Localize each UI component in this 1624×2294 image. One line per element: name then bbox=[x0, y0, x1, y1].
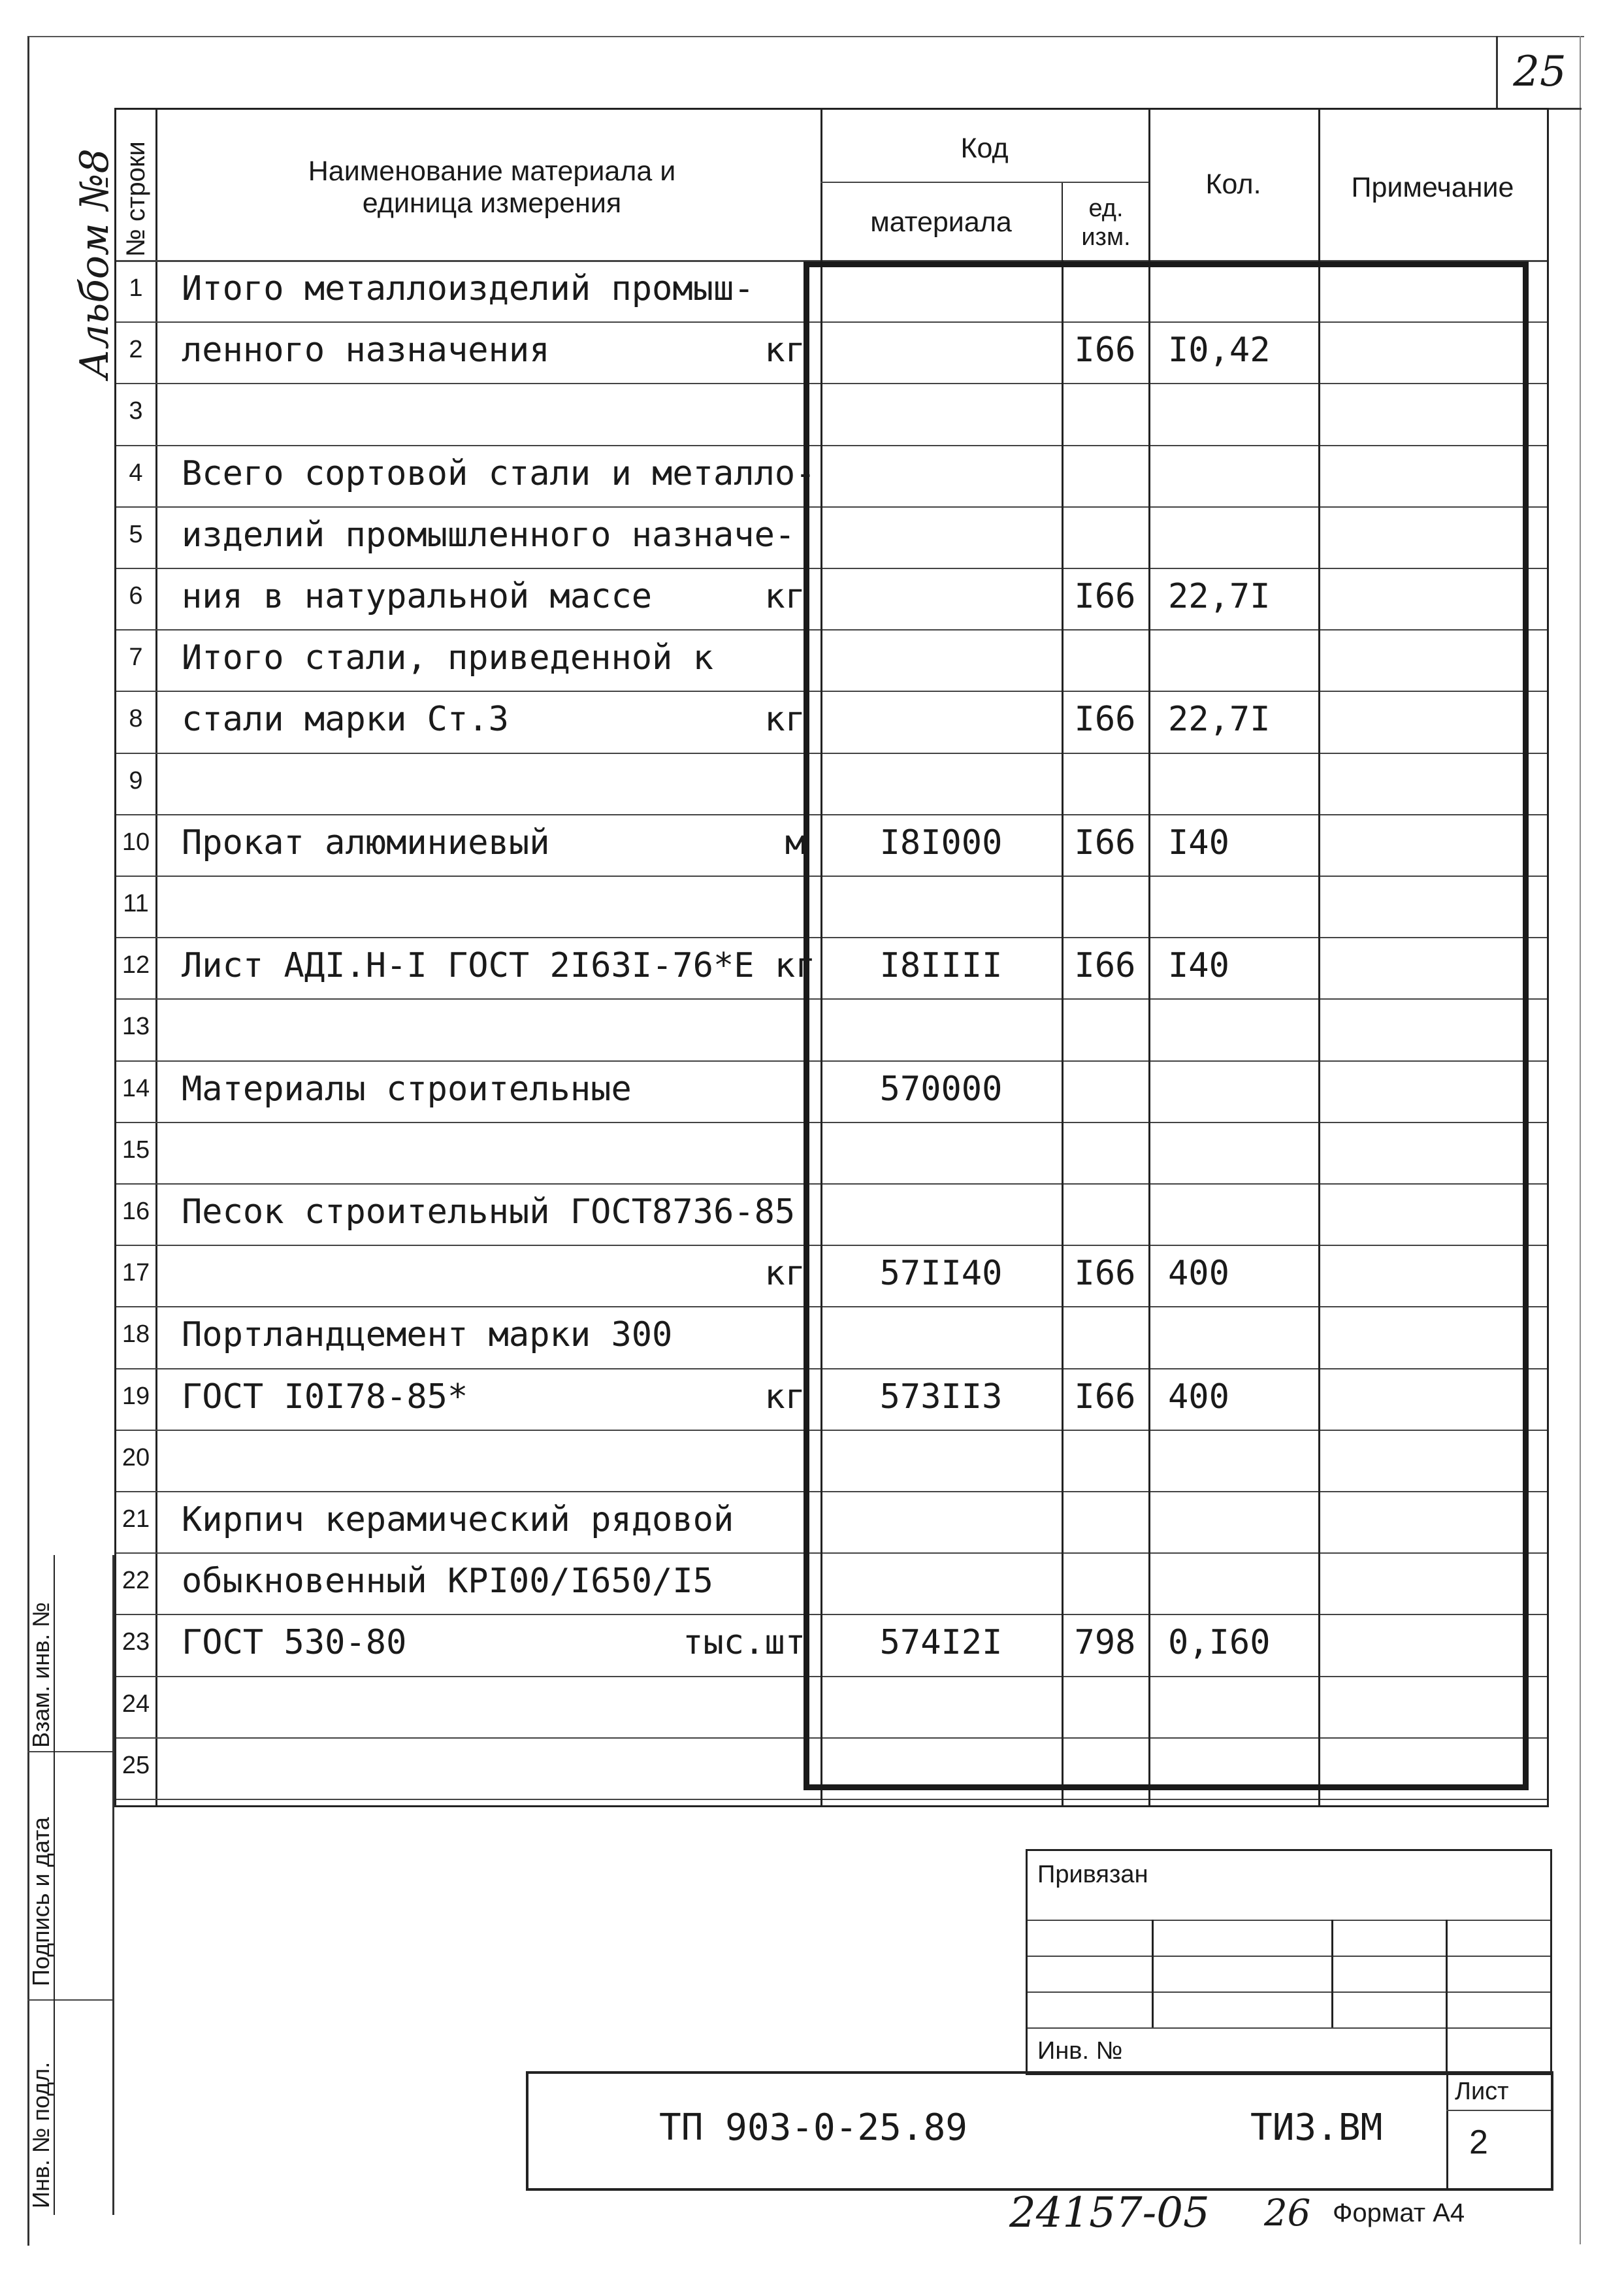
row-name: обыкновенный КРI00/I650/I5 bbox=[182, 1562, 713, 1601]
row-number: 8 bbox=[129, 705, 143, 733]
binding-line bbox=[1028, 1991, 1550, 1993]
row-line bbox=[116, 1799, 1547, 1800]
binding-inv-label: Инв. № bbox=[1037, 2037, 1123, 2065]
header-note: Примечание bbox=[1351, 172, 1514, 203]
row-qty: 22,7I bbox=[1168, 577, 1271, 616]
row-number: 16 bbox=[122, 1198, 150, 1225]
row-unit: тыс.шт bbox=[683, 1623, 805, 1663]
row-name: Итого стали, приведенной к bbox=[182, 638, 713, 678]
row-number: 10 bbox=[122, 828, 150, 856]
row-number: 1 bbox=[129, 274, 143, 302]
title-divider bbox=[1446, 2110, 1551, 2111]
handwritten-page: 26 bbox=[1264, 2192, 1311, 2235]
binding-line bbox=[1028, 1956, 1550, 1957]
row-qty: 400 bbox=[1168, 1254, 1229, 1294]
row-number: 25 bbox=[122, 1751, 150, 1779]
row-code: I8I000 bbox=[879, 823, 1003, 862]
row-number: 11 bbox=[123, 890, 149, 917]
row-qty: 22,7I bbox=[1168, 700, 1271, 740]
header-code: Код bbox=[960, 133, 1009, 164]
binding-col bbox=[1152, 1920, 1154, 2027]
row-name: изделий промышленного назначе- bbox=[182, 515, 796, 555]
row-number: 20 bbox=[122, 1443, 150, 1471]
binding-block bbox=[1026, 1849, 1552, 2075]
stamp-strip bbox=[27, 1555, 114, 2215]
row-number: 24 bbox=[122, 1690, 150, 1718]
row-number: 6 bbox=[129, 582, 143, 610]
row-name: стали марки Ст.3 bbox=[182, 700, 509, 740]
row-unit: кг bbox=[764, 700, 805, 740]
page-number: 25 bbox=[1496, 36, 1582, 110]
row-unit-code: I66 bbox=[1074, 946, 1136, 986]
row-name: Материалы строительные bbox=[182, 1069, 632, 1109]
title-doc: ТИЗ.ВМ bbox=[1250, 2106, 1383, 2149]
code-subheader-line bbox=[820, 182, 1148, 183]
row-number: 15 bbox=[122, 1136, 150, 1164]
row-qty: I40 bbox=[1168, 946, 1229, 986]
sheet-number: 2 bbox=[1469, 2123, 1488, 2161]
header-qty: Кол. bbox=[1205, 169, 1261, 200]
sheet-label: Лист bbox=[1455, 2078, 1509, 2105]
row-code: 57II40 bbox=[879, 1254, 1003, 1294]
data-frame bbox=[804, 261, 1529, 1790]
row-name: Всего сортовой стали и металло- bbox=[182, 453, 816, 493]
row-unit-code: I66 bbox=[1074, 331, 1136, 370]
row-number: 17 bbox=[122, 1259, 150, 1287]
row-number: 18 bbox=[122, 1320, 150, 1349]
binding-line bbox=[1028, 2027, 1550, 2029]
row-number: 14 bbox=[122, 1074, 150, 1102]
row-name: Портландцемент марки 300 bbox=[182, 1315, 673, 1355]
row-qty: 400 bbox=[1168, 1377, 1229, 1417]
row-unit-code: 798 bbox=[1074, 1623, 1136, 1663]
stamp-divider bbox=[27, 1999, 112, 2001]
row-unit: кг bbox=[764, 577, 805, 616]
row-unit: кг bbox=[764, 1254, 805, 1294]
header-code-material: материала bbox=[870, 206, 1012, 238]
row-unit-code: I66 bbox=[1074, 823, 1136, 862]
title-block bbox=[526, 2071, 1553, 2191]
stamp-sign-date: Подпись и дата bbox=[27, 1817, 54, 1986]
row-number: 23 bbox=[122, 1628, 150, 1656]
binding-col bbox=[1331, 1920, 1333, 2027]
stamp-divider bbox=[27, 1751, 112, 1752]
row-qty: 0,I60 bbox=[1168, 1623, 1271, 1663]
col-divider bbox=[1062, 182, 1063, 260]
header-name: Наименование материала и единица измерения bbox=[308, 156, 676, 220]
album-label: Альбом №8 bbox=[72, 148, 118, 379]
row-number: 4 bbox=[129, 459, 143, 487]
row-number: 3 bbox=[129, 397, 143, 425]
row-name: ленного назначения bbox=[182, 331, 550, 370]
row-name: Итого металлоизделий промыш- bbox=[182, 269, 755, 308]
header-row-no: № строки bbox=[122, 141, 150, 257]
row-code: I8IIII bbox=[879, 946, 1003, 986]
row-name: ния в натуральной массе bbox=[182, 577, 653, 616]
row-number: 22 bbox=[122, 1567, 150, 1595]
stamp-replaced-inv: Взам. инв. № bbox=[27, 1601, 54, 1748]
row-qty: I0,42 bbox=[1168, 331, 1271, 370]
row-number: 21 bbox=[122, 1505, 150, 1533]
trim-line bbox=[1580, 36, 1581, 2244]
row-unit: кг bbox=[764, 1377, 805, 1417]
row-name: Песок строительный ГОСТ8736-85 bbox=[182, 1192, 796, 1232]
binding-label: Привязан bbox=[1037, 1861, 1148, 1888]
row-number: 19 bbox=[122, 1382, 150, 1410]
row-unit: м bbox=[785, 823, 805, 862]
row-unit-code: I66 bbox=[1074, 700, 1136, 740]
title-project: ТП 903-0-25.89 bbox=[659, 2106, 968, 2149]
row-code: 573II3 bbox=[879, 1377, 1003, 1417]
row-number: 2 bbox=[129, 336, 143, 364]
row-unit-code: I66 bbox=[1074, 1254, 1136, 1294]
row-unit: кг bbox=[764, 331, 805, 370]
row-number: 13 bbox=[122, 1013, 150, 1041]
row-number: 9 bbox=[129, 766, 143, 795]
title-divider bbox=[1446, 2074, 1448, 2188]
binding-col bbox=[1446, 1920, 1448, 2073]
binding-line bbox=[1028, 1920, 1550, 1921]
row-name: Прокат алюминиевый bbox=[182, 823, 550, 862]
row-unit-code: I66 bbox=[1074, 1377, 1136, 1417]
row-qty: I40 bbox=[1168, 823, 1229, 862]
format-label: Формат А4 bbox=[1333, 2199, 1465, 2227]
stamp-inv-orig: Инв. № подл. bbox=[27, 2061, 54, 2208]
row-number: 7 bbox=[129, 644, 143, 672]
row-name: Лист АДI.Н-I ГОСТ 2I63I-76*Е кг bbox=[182, 946, 816, 986]
row-unit-code: I66 bbox=[1074, 577, 1136, 616]
handwritten-code: 24157-05 bbox=[1009, 2189, 1210, 2237]
row-code: 574I2I bbox=[879, 1623, 1003, 1663]
header-code-unit: ед. изм. bbox=[1081, 195, 1131, 251]
row-number: 5 bbox=[129, 520, 143, 548]
col-divider bbox=[155, 110, 157, 1805]
row-number: 12 bbox=[122, 951, 150, 979]
row-code: 570000 bbox=[879, 1069, 1003, 1109]
row-name: Кирпич керамический рядовой bbox=[182, 1500, 734, 1539]
row-name: ГОСТ 530-80 bbox=[182, 1623, 407, 1663]
row-name: ГОСТ I0I78-85* bbox=[182, 1377, 468, 1417]
